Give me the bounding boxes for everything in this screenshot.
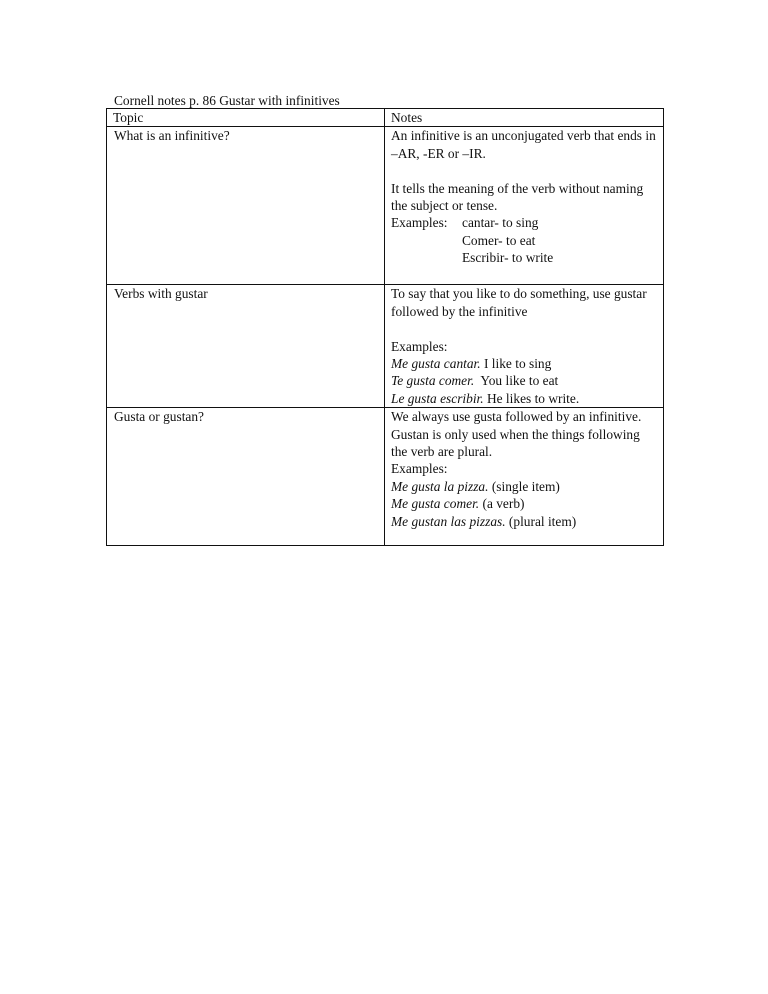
- notes-paragraph: To say that you like to do something, use gustar followed by the infinitive: [391, 286, 647, 319]
- table-row: [107, 127, 664, 285]
- spanish-example: Me gusta cantar.: [391, 356, 481, 372]
- header-topic: Topic: [107, 109, 385, 127]
- spanish-example: Me gusta comer.: [391, 496, 480, 512]
- english-translation: I like to sing: [480, 356, 552, 372]
- spanish-example: Te gusta comer.: [391, 373, 475, 389]
- cornell-notes-table: [106, 108, 664, 546]
- english-translation: You like to eat: [474, 373, 559, 389]
- spanish-example: Le gusta escribir.: [391, 390, 484, 406]
- english-translation: He likes to write.: [483, 390, 580, 406]
- notes-paragraph: Gustan is only used when the things following the verb are plural.: [391, 426, 640, 460]
- english-translation: (single item): [488, 478, 560, 494]
- notes-cell: [385, 127, 664, 285]
- header-notes: Notes: [385, 109, 664, 127]
- spanish-example: Me gustan las pizzas.: [391, 513, 506, 529]
- topic-cell: Verbs with gustar: [107, 285, 385, 408]
- example-line: [391, 513, 658, 530]
- document-title: Cornell notes p. 86 Gustar with infinitives: [114, 93, 340, 108]
- example-line: [391, 478, 658, 495]
- example-line: [391, 372, 658, 389]
- blank-line: [391, 320, 658, 337]
- english-translation: (plural item): [505, 513, 577, 529]
- table-row: [107, 285, 664, 408]
- example-line: [391, 355, 658, 372]
- examples-block: [391, 214, 658, 231]
- examples-label: Examples:: [391, 215, 448, 231]
- topic-cell: Gusta or gustan?: [107, 408, 385, 546]
- example-item: Escribir- to write: [462, 250, 554, 266]
- table-row: [107, 408, 664, 546]
- examples-label: Examples:: [391, 461, 448, 477]
- example-item: cantar- to sing: [462, 215, 539, 231]
- example-line: [391, 390, 658, 407]
- example-line: [391, 495, 658, 512]
- topic-cell: What is an infinitive?: [107, 127, 385, 285]
- example-item: Comer- to eat: [462, 232, 536, 248]
- examples-label: Examples:: [391, 338, 448, 354]
- notes-cell: [385, 285, 664, 408]
- spanish-example: Me gusta la pizza.: [391, 478, 489, 494]
- notes-cell: [385, 408, 664, 546]
- notes-paragraph: It tells the meaning of the verb without naming the subject or tense.: [391, 180, 644, 214]
- blank-line: [391, 162, 658, 179]
- table-header-row: [107, 109, 664, 127]
- english-translation: (a verb): [479, 496, 525, 512]
- notes-paragraph: We always use gusta followed by an infinitive.: [391, 409, 642, 425]
- notes-paragraph: An infinitive is an unconjugated verb that ends in –AR, -ER or –IR.: [391, 128, 656, 161]
